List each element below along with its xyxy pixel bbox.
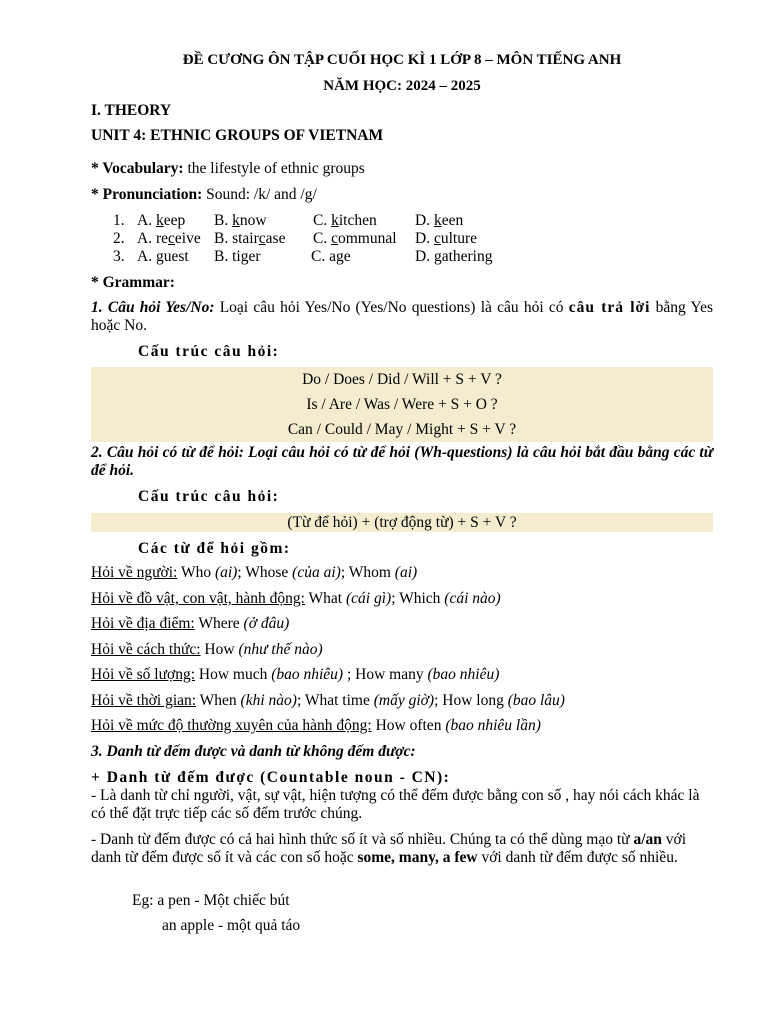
wh-category: Hỏi về đồ vật, con vật, hành động: [91,590,305,607]
wh-meaning: (như thế nào) [238,641,323,658]
wh-meaning: (ai) [394,564,418,581]
question-row [91,230,713,248]
wh-word: ; Which [391,590,445,607]
option-prefix: D. [415,212,434,229]
option-suffix: er [248,248,261,265]
wh-words-label: Các từ để hỏi gồm: [138,540,291,557]
underlined-letter: g [433,248,442,265]
option-suffix: eep [163,212,186,229]
question-number: 3. [113,248,125,265]
p2-bold-quantifiers: some, many, a few [357,849,478,866]
vocabulary-label: * Vocabulary: [91,160,184,177]
option-prefix: B. stair [214,230,259,247]
option-suffix: ase [265,230,286,247]
option-prefix: B. ti [214,248,241,265]
answer-option [415,212,463,230]
wh-category: Hỏi về mức độ thường xuyên của hành động: [91,717,372,734]
answer-option [214,230,285,248]
yesno-text: Loại câu hỏi Yes/No (Yes/No questions) là câu hỏi có [214,299,569,316]
yesno-heading: 1. Câu hỏi Yes/No: [91,299,215,316]
grammar-label: * Grammar: [91,274,175,291]
wh-word: Where [194,615,244,632]
wh-category: Hỏi về thời gian: [91,692,197,709]
underlined-letter: c [168,230,175,247]
option-suffix: eive [174,230,201,247]
answer-option [214,248,261,266]
example-line-2: an apple - một quả táo [162,917,301,934]
wh-word: How [200,641,239,658]
option-suffix: een [441,212,464,229]
underlined-letter: c [331,230,338,247]
underlined-letter: k [433,212,442,229]
countable-paragraph-2 [91,831,713,867]
underlined-letter: g [335,248,344,265]
wh-word: ; Whose [237,564,293,581]
option-suffix: itchen [338,212,377,229]
wh-word: ; How many [343,666,428,683]
answer-option [137,230,201,248]
option-prefix: A. [137,212,156,229]
option-prefix: C. [313,230,332,247]
option-suffix: ommunal [337,230,397,247]
wh-meaning: (khi nào) [240,692,297,709]
option-suffix: now [239,212,267,229]
wh-meaning: (cái gì) [346,590,392,607]
option-prefix: D. [415,230,434,247]
wh-structure-box [91,513,713,532]
wh-meaning: (cái nào) [444,590,501,607]
answer-option [415,248,493,266]
underlined-letter: k [331,212,339,229]
answer-option [137,212,185,230]
wh-meaning: (bao nhiêu) [427,666,500,683]
underlined-letter: g [240,248,249,265]
answer-option [311,248,351,266]
school-year: NĂM HỌC: 2024 – 2025 [323,78,481,94]
structure-line: (Từ để hỏi) + (trợ động từ) + S + V ? [287,514,517,531]
option-suffix: e [343,248,351,265]
answer-option [313,212,377,230]
option-prefix: A. re [137,230,168,247]
wh-word: When [196,692,241,709]
countable-label: + Danh từ đếm được (Countable noun - CN): [91,769,451,786]
countable-paragraph-1: - Là danh từ chỉ người, vật, sự vật, hiện tượng có thể đếm được bằng con số , hay nói cách khác là có thể đặt trực tiếp các số đếm trước chúng. [91,787,700,822]
underlined-letter: k [232,212,240,229]
wh-word-item [91,615,289,633]
wh-meaning: (bao lâu) [507,692,565,709]
wh-category: Hỏi về địa điểm: [91,615,195,632]
question-number: 2. [113,230,125,247]
wh-word-item [91,717,541,735]
p2-text-a: - Danh từ đếm được có cả hai hình thức số ít và số nhiều. Chúng ta có thể dùng mạo từ [91,831,634,848]
pronunciation-line [91,186,317,204]
nouns-heading: 3. Danh từ đếm được và danh từ không đếm được: [91,743,416,760]
wh-word: ; How long [434,692,508,709]
option-prefix: D. [415,248,434,265]
wh-meaning: (mấy giờ) [373,692,435,709]
p2-text-e: với danh từ đếm được số nhiều. [477,849,678,866]
yesno-structure-box [91,367,713,442]
wh-meaning: (của ai) [292,564,341,581]
example-line-1: Eg: a pen - Một chiếc bút [132,892,290,909]
wh-word: ; Whom [340,564,395,581]
option-prefix: B. [214,212,233,229]
question-number: 1. [113,212,125,229]
wh-meaning: (ai) [214,564,238,581]
wh-word-item [91,564,417,582]
p2-text-c: với danh từ đếm được số ít và các con số hoặc [91,831,687,866]
yesno-paragraph [91,299,713,335]
section-heading: I. THEORY [91,102,172,119]
yesno-bold: câu trả lời [568,299,651,316]
pronunciation-text: Sound: /k/ and /g/ [202,186,317,203]
wh-structure-label: Cấu trúc câu hỏi: [138,488,280,505]
wh-word: Who [177,564,215,581]
option-suffix: athering [441,248,493,265]
yesno-structure-label: Cấu trúc câu hỏi: [138,343,280,360]
wh-word: How often [371,717,446,734]
unit-heading: UNIT 4: ETHNIC GROUPS OF VIETNAM [91,127,384,144]
wh-word: ; What time [296,692,374,709]
answer-option [415,230,477,248]
wh-word-item [91,692,565,710]
wh-category: Hỏi về cách thức: [91,641,201,658]
option-suffix: ulture [440,230,477,247]
yesno-tail: bằng Yes hoặc No. [91,299,713,334]
underlined-letter: g [155,248,164,265]
wh-meaning: (ở đâu) [243,615,290,632]
answer-option [137,248,189,266]
wh-category: Hỏi về số lượng: [91,666,195,683]
pronunciation-exercise [91,212,713,266]
option-suffix: uest [163,248,189,265]
wh-meaning: (bao nhiêu lần) [445,717,541,734]
pronunciation-label: * Pronunciation: [91,186,203,203]
vocabulary-line [91,160,365,178]
option-prefix: A. [137,248,156,265]
answer-option [214,212,267,230]
question-row [91,212,713,230]
structure-line: Is / Are / Was / Were + S + O ? [306,396,498,413]
structure-line: Can / Could / May / Might + S + V ? [287,421,517,438]
underlined-letter: c [433,230,441,247]
option-prefix: C. [313,212,332,229]
answer-option [313,230,397,248]
vocabulary-text: the lifestyle of ethnic groups [183,160,365,177]
wh-word-item [91,666,499,684]
underlined-letter: c [258,230,266,247]
option-prefix: C. a [311,248,336,265]
underlined-letter: k [155,212,164,229]
p2-bold-article: a/an [633,831,662,848]
wh-word-item [91,590,501,608]
wh-word: What [304,590,346,607]
wh-word-item [91,641,323,659]
wh-meaning: (bao nhiêu) [271,666,344,683]
wh-word: How much [195,666,272,683]
wh-category: Hỏi về người: [91,564,178,581]
document-title: ĐỀ CƯƠNG ÔN TẬP CUỐI HỌC KÌ 1 LỚP 8 – MÔN TIẾNG ANH [182,52,622,68]
wh-heading: 2. Câu hỏi có từ để hỏi: Loại câu hỏi có từ để hỏi (Wh-questions) là câu hỏi bắt đầu bằng các từ để hỏi. [91,444,713,479]
question-row [91,248,713,266]
structure-line: Do / Does / Did / Will + S + V ? [302,371,502,388]
